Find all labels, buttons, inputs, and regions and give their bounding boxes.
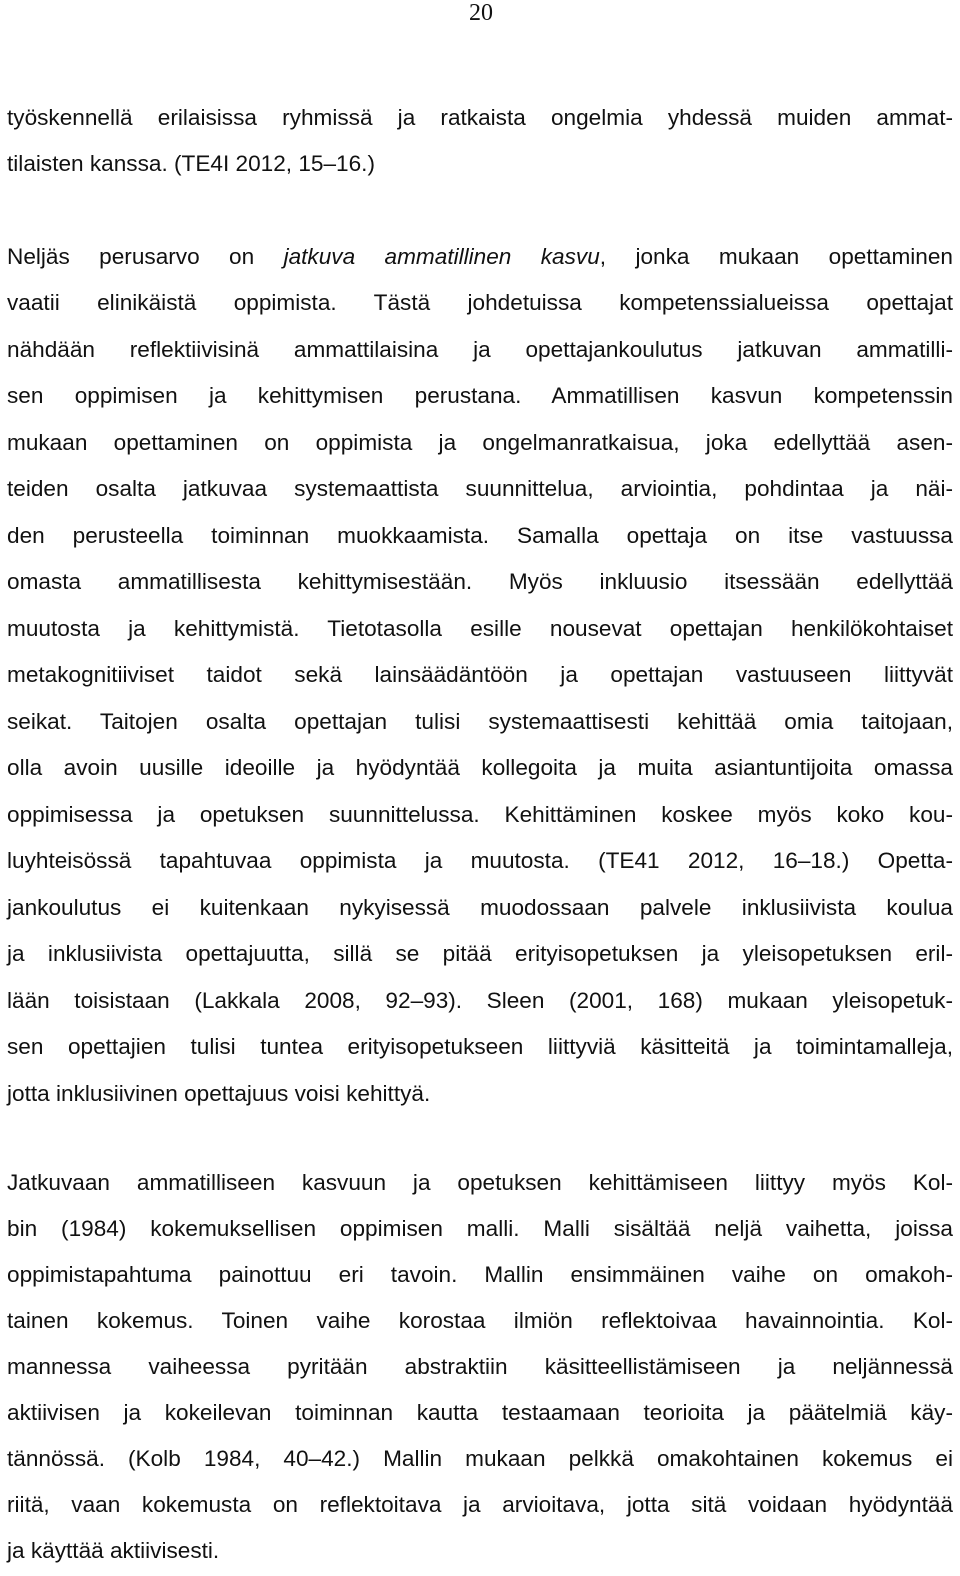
paragraph-3-line-5: mannessa vaiheessa pyritään abstraktiin käsitteellistämiseen ja neljännessä [7,1354,953,1379]
paragraph-2-line-4: sen oppimisen ja kehittymisen perustana. Ammatillisen kasvun kompetenssin [7,383,953,408]
paragraph-2-line-5: mukaan opettaminen on oppimista ja ongelmanratkaisua, joka edellyttää asen- [7,430,953,455]
paragraph-2-line-9: muutosta ja kehittymistä. Tietotasolla esille nousevat opettajan henkilökohtaiset [7,616,953,641]
paragraph-2-line-14: luyhteisössä tapahtuvaa oppimista ja muutosta. (TE41 2012, 16–18.) Opetta- [7,848,953,873]
paragraph-2-line-6: teiden osalta jatkuvaa systemaattista suunnittelua, arviointia, pohdintaa ja näi- [7,476,953,501]
paragraph-3-line-6: aktiivisen ja kokeilevan toiminnan kautta testaamaan teorioita ja päätelmiä käy- [7,1400,953,1425]
paragraph-2-line-1 [7,242,953,272]
paragraph-2-line-8: omasta ammatillisesta kehittymisestään. Myös inkluusio itsessään edellyttää [7,569,953,594]
paragraph-2-line-15: jankoulutus ei kuitenkaan nykyisessä muodossaan palvele inklusiivista koulua [7,895,953,920]
paragraph-2-line-10: metakognitiiviset taidot sekä lainsäädäntöön ja opettajan vastuuseen liittyvät [7,662,953,687]
paragraph-3-line-2: bin (1984) kokemuksellisen oppimisen malli. Malli sisältää neljä vaihetta, joissa [7,1216,953,1241]
paragraph-3-line-9: ja käyttää aktiivisesti. [7,1538,220,1563]
paragraph-2-line-2: vaatii elinikäistä oppimista. Tästä johdetuissa kompetenssialueissa opettajat [7,290,953,315]
paragraph-2-line-18: sen opettajien tulisi tuntea erityisopetukseen liittyviä käsitteitä ja toimintamalleja, [7,1034,953,1059]
paragraph-2-line-17: lään toisistaan (Lakkala 2008, 92–93). Sleen (2001, 168) mukaan yleisopetuk- [7,988,953,1013]
paragraph-2-line-1-pre: Neljäs perusarvo on [7,244,284,269]
paragraph-3-line-3: oppimistapahtuma painottuu eri tavoin. Mallin ensimmäinen vaihe on omakoh- [7,1262,953,1287]
paragraph-2-line-11: seikat. Taitojen osalta opettajan tulisi systemaattisesti kehittää omia taitojaan, [7,709,953,734]
paragraph-2-line-16: ja inklusiivista opettajuutta, sillä se pitää erityisopetuksen ja yleisopetuksen eril- [7,941,953,966]
paragraph-2-line-12: olla avoin uusille ideoille ja hyödyntää kollegoita ja muita asiantuntijoita omassa [7,755,953,780]
paragraph-1-line-2: tilaisten kanssa. (TE4I 2012, 15–16.) [7,151,375,176]
paragraph-3-line-1: Jatkuvaan ammatilliseen kasvuun ja opetuksen kehittämiseen liittyy myös Kol- [7,1170,953,1195]
paragraph-2-line-13: oppimisessa ja opetuksen suunnittelussa. Kehittäminen koskee myös koko kou- [7,802,953,827]
paragraph-2-line-7: den perusteella toiminnan muokkaamista. Samalla opettaja on itse vastuussa [7,523,953,548]
paragraph-3-line-4: tainen kokemus. Toinen vaihe korostaa ilmiön reflektoivaa havainnointia. Kol- [7,1308,953,1333]
paragraph-1-line-1: työskennellä erilaisissa ryhmissä ja ratkaista ongelmia yhdessä muiden ammat- [7,105,953,130]
paragraph-3-line-7: tännössä. (Kolb 1984, 40–42.) Mallin mukaan pelkkä omakohtainen kokemus ei [7,1446,953,1471]
paragraph-2-line-3: nähdään reflektiivisinä ammattilaisina ja opettajankoulutus jatkuvan ammatilli- [7,337,953,362]
page-number: 20 [469,0,493,26]
emphasized-term: jatkuva ammatillinen kasvu [283,244,600,269]
paragraph-3-line-8: riitä, vaan kokemusta on reflektoitava ja arvioitava, jotta sitä voidaan hyödyntää [7,1492,953,1517]
paragraph-2-line-19: jotta inklusiivinen opettajuus voisi kehittyä. [7,1081,431,1106]
paragraph-2-line-1-post: , jonka mukaan opettaminen [599,244,953,269]
